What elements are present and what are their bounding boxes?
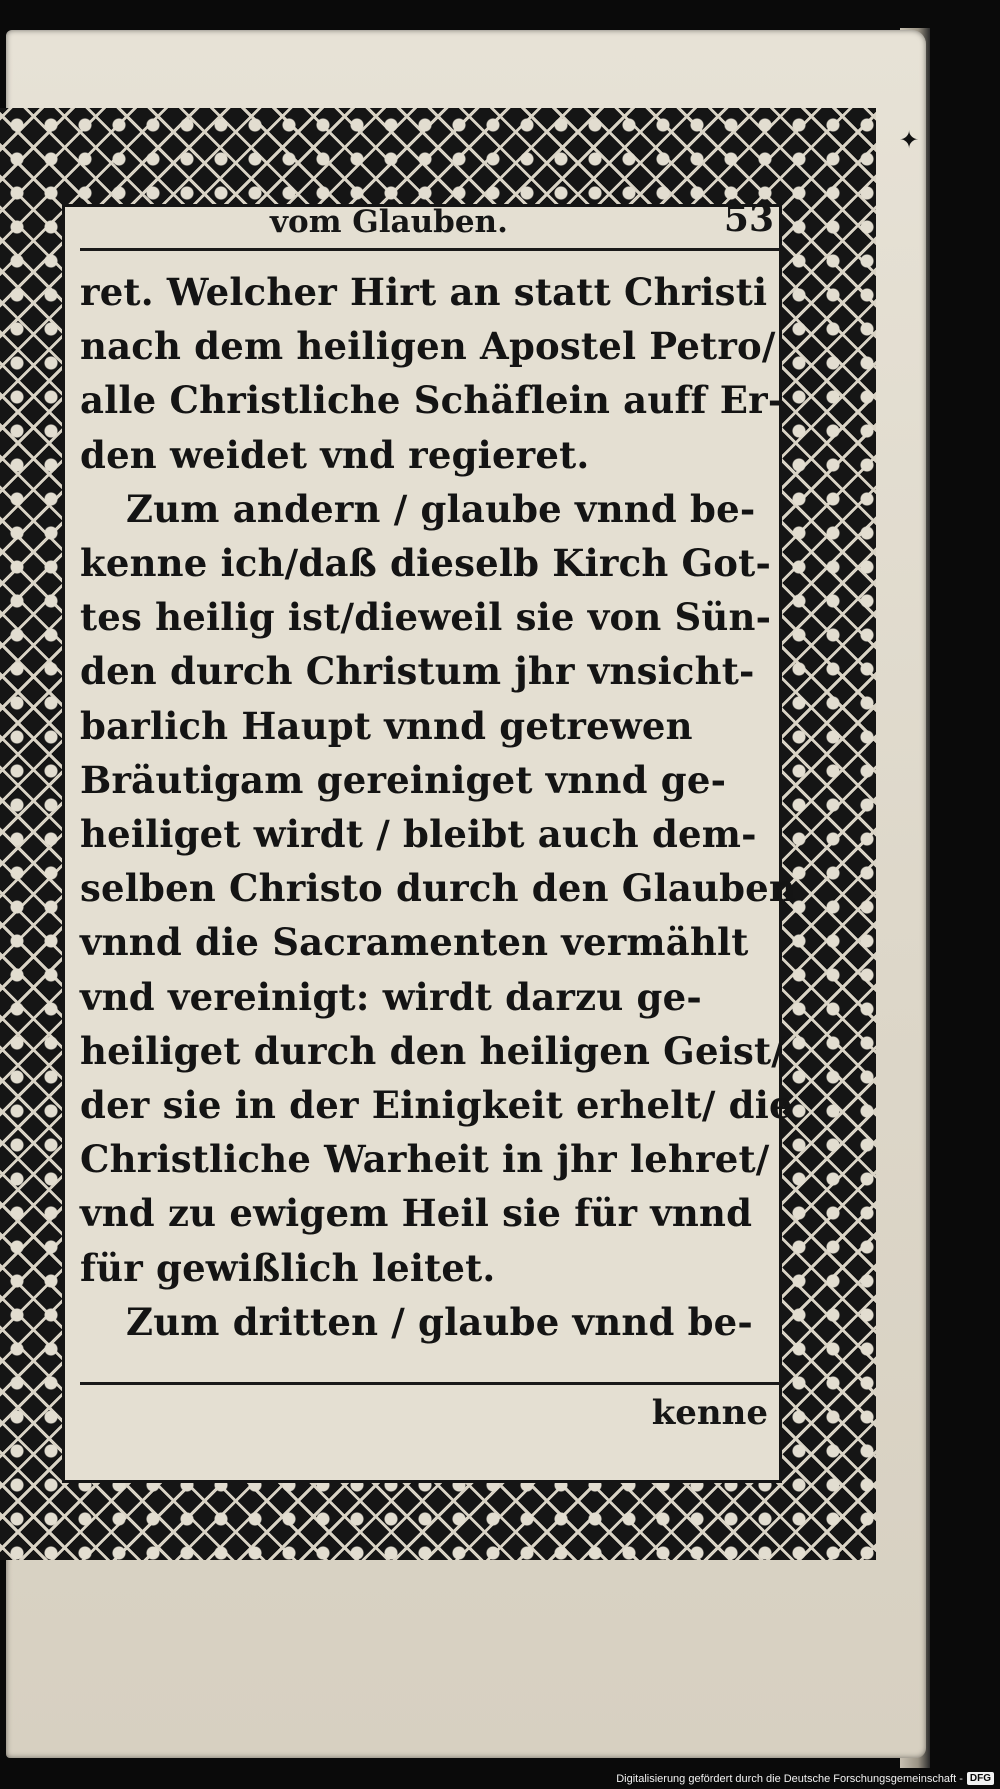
text-line: Bräutigam gereiniget vnnd ge-	[80, 757, 727, 802]
text-line: heiliget durch den heiligen Geist/	[80, 1028, 785, 1073]
page-footer	[80, 1382, 780, 1443]
text-line: selben Christo durch den Glauben	[80, 866, 797, 911]
text-line: der sie in der Einigkeit erhelt/ die	[80, 1083, 793, 1128]
text-line: für gewißlich leitet.	[80, 1245, 496, 1290]
text-line: ret. Welcher Hirt an statt Christi	[80, 270, 768, 314]
text-line: vnd zu ewigem Heil sie für vnnd	[80, 1191, 753, 1236]
page-number: 53	[723, 198, 774, 240]
catchword: kenne	[651, 1393, 768, 1433]
page-header	[80, 200, 780, 251]
credit-text: Digitalisierung gefördert durch die Deutsche Forschungsgemeinschaft -	[616, 1772, 963, 1785]
main-text-block	[80, 198, 797, 1349]
dfg-logo-icon: DFG	[967, 1772, 994, 1785]
text-line: vnnd die Sacramenten vermählt	[80, 920, 749, 965]
margin-marker: ✦	[899, 126, 920, 154]
text-line: vnd vereinigt: wirdt darzu ge-	[80, 974, 702, 1019]
running-head: vom Glauben.	[270, 204, 508, 240]
digitization-credit	[616, 1772, 994, 1785]
text-line: den durch Christum jhr vnsicht-	[80, 649, 755, 694]
text-line: alle Christliche Schäflein auff Er-	[80, 378, 784, 423]
text-line: den weidet vnd regieret.	[80, 432, 590, 477]
text-line: nach dem heiligen Apostel Petro/	[80, 324, 776, 369]
text-line: barlich Haupt vnnd getrewen	[80, 703, 693, 748]
text-line: Zum andern / glaube vnnd be-	[126, 486, 756, 531]
text-line: kenne ich/daß dieselb Kirch Got-	[80, 541, 772, 586]
text-line: heiliget wirdt / bleibt auch dem-	[80, 812, 757, 857]
text-line: Zum dritten / glaube vnnd be-	[126, 1299, 753, 1344]
text-line: tes heilig ist/dieweil sie von Sün-	[80, 595, 772, 640]
text-line: Christliche Warheit in jhr lehret/	[80, 1137, 770, 1182]
